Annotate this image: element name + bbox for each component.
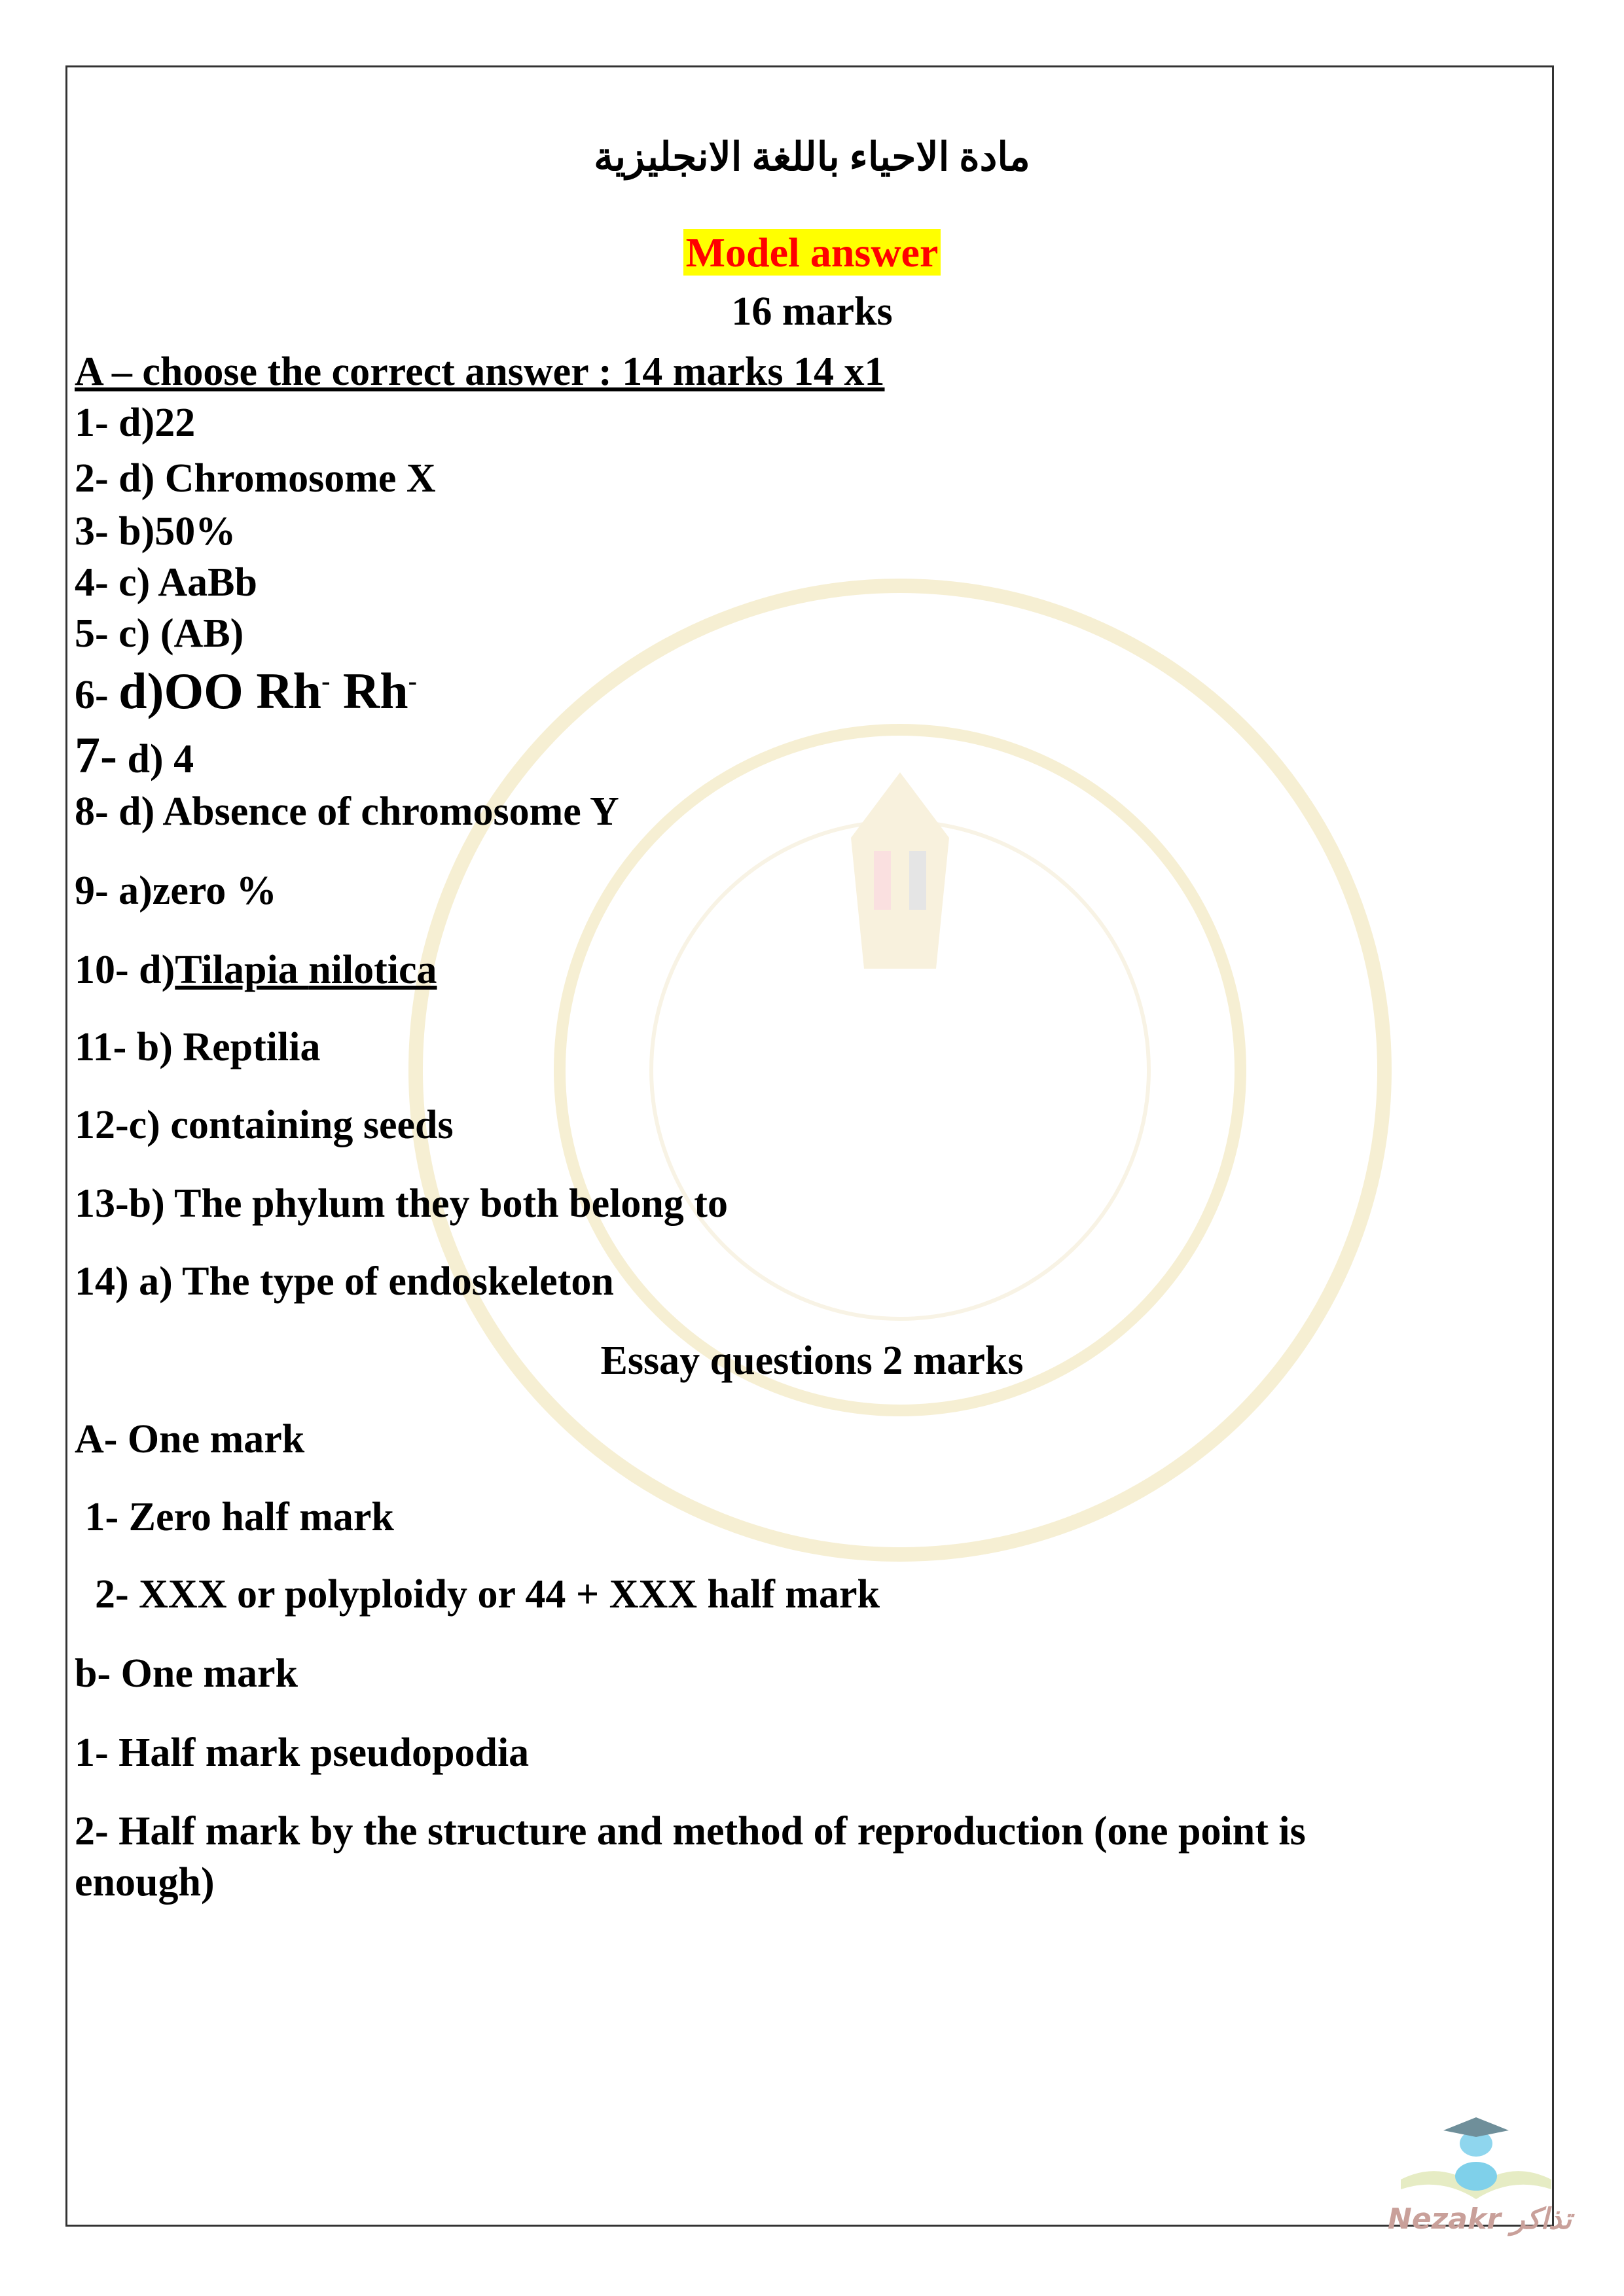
answer-text: a) The type of endoskeleton [139,1259,614,1304]
model-answer-label: Model answer [683,229,941,276]
answer-number: 1- [75,401,109,445]
answer-3 [75,508,236,555]
answer-number: 9- [75,869,109,913]
section-a-heading: A – choose the correct answer : 14 marks 14 x1 [75,350,885,394]
essay-line: A- One mark [75,1417,305,1462]
ministry-watermark [393,563,1407,1577]
subject-title: مادة الاحياء باللغة الانجليزية [594,135,1030,179]
answer-9 [75,867,277,914]
answer-number: 12- [75,1103,129,1147]
total-marks: 16 marks [731,289,893,334]
answer-number: 10- [75,948,129,992]
answer-text: d) [139,948,175,992]
answer-number: 5- [75,611,109,656]
answer-number: 8- [75,789,109,834]
answer-number: 13- [75,1181,129,1226]
answer-text: b) Reptilia [136,1025,321,1069]
answer-text: d) Chromosome X [118,456,436,501]
superscript: - [408,666,417,696]
answer-6 [75,662,417,719]
answer-text: d)OO Rh [118,662,322,719]
answer-text: Rh [330,662,408,719]
answer-number: 7- [75,726,117,783]
model-answer-heading [0,229,1624,277]
answer-number: 11- [75,1025,127,1069]
answer-number: 14) [75,1259,129,1304]
answer-number: 6- [75,673,109,717]
answer-2 [75,455,436,502]
answer-text: d)22 [118,401,196,445]
answer-14 [75,1258,614,1305]
answer-number: 2- [75,456,109,501]
essay-line: enough) [75,1860,215,1905]
answer-1 [75,399,195,446]
answer-13 [75,1180,728,1227]
answer-species: nilotica [308,948,437,992]
answer-8 [75,788,619,835]
answer-12 [75,1102,454,1149]
answer-number: 3- [75,509,109,554]
superscript: - [321,666,331,696]
answer-7 [75,726,194,783]
answer-text: b) The phylum they both belong to [128,1181,728,1226]
answer-text: a)zero % [118,869,277,913]
essay-line: 2- XXX or polyploidy or 44 + XXX half mark [75,1572,880,1617]
answer-5 [75,610,244,657]
answer-text: d) 4 [127,737,194,781]
answer-11 [75,1024,320,1071]
answer-genus: Tilapia [175,948,309,992]
essay-line: b- One mark [75,1651,298,1696]
essay-line: 2- Half mark by the structure and method of reproduction (one point is [75,1809,1306,1854]
answer-text: c) containing seeds [128,1103,454,1147]
answer-text: c) (AB) [118,611,244,656]
essay-heading: Essay questions 2 marks [600,1338,1024,1383]
answer-number: 4- [75,560,109,605]
answer-text: b)50% [118,509,236,554]
answer-10 [75,946,437,994]
answer-4 [75,559,257,606]
logo-text: Nezakr تذاكر [1388,2202,1572,2236]
answer-text: c) AaBb [118,560,258,605]
essay-line: 1- Half mark pseudopodia [75,1731,530,1775]
essay-line: 1- Zero half mark [75,1495,394,1539]
answer-text: d) Absence of chromosome Y [118,789,619,834]
